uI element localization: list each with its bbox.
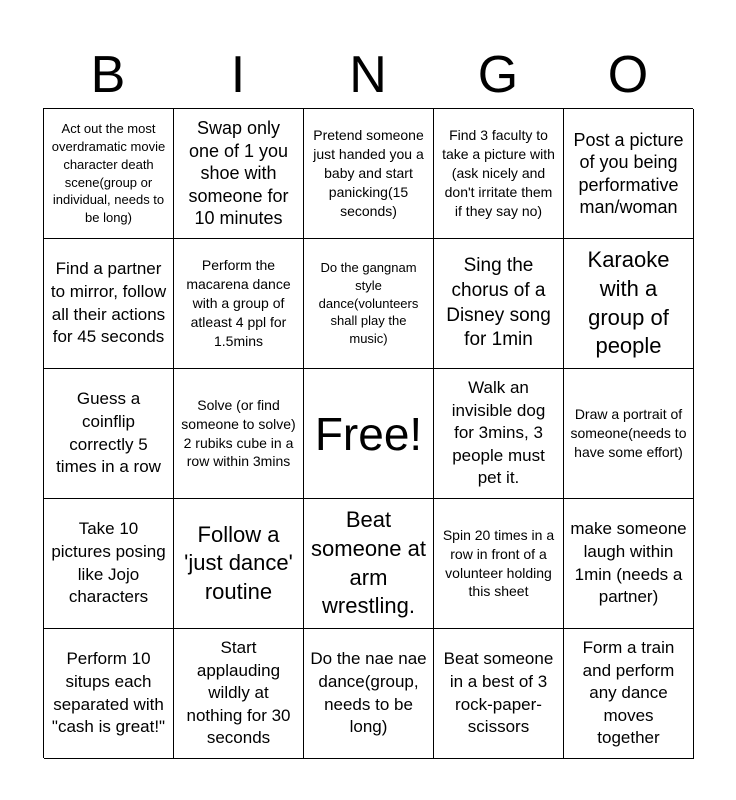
bingo-cell: Sing the chorus of a Disney song for 1min xyxy=(434,239,564,369)
bingo-cell: Guess a coinflip correctly 5 times in a row xyxy=(44,369,174,499)
bingo-header xyxy=(43,44,693,106)
bingo-cell: Perform the macarena dance with a group of atleast 4 ppl for 1.5mins xyxy=(174,239,304,369)
bingo-cell: Take 10 pictures posing like Jojo characters xyxy=(44,499,174,629)
header-letter-b: B xyxy=(90,46,126,104)
bingo-cell: Swap only one of 1 you shoe with someone for 10 minutes xyxy=(174,109,304,239)
bingo-cell: Perform 10 situps each separated with "cash is great!" xyxy=(44,629,174,759)
bingo-cell: Do the nae nae dance(group, needs to be long) xyxy=(304,629,434,759)
bingo-cell: Follow a 'just dance' routine xyxy=(174,499,304,629)
bingo-cell: Pretend someone just handed you a baby and start panicking(15 seconds) xyxy=(304,109,434,239)
bingo-cell: Act out the most overdramatic movie character death scene(group or individual, needs to be long) xyxy=(44,109,174,239)
bingo-cell: Find 3 faculty to take a picture with (ask nicely and don't irritate them if they say no) xyxy=(434,109,564,239)
bingo-cell: Beat someone at arm wrestling. xyxy=(304,499,434,629)
header-letter-o: O xyxy=(607,46,649,104)
bingo-board xyxy=(43,108,693,758)
bingo-cell: Beat someone in a best of 3 rock-paper-scissors xyxy=(434,629,564,759)
bingo-cell: Solve (or find someone to solve) 2 rubiks cube in a row within 3mins xyxy=(174,369,304,499)
bingo-cell: Post a picture of you being performative man/woman xyxy=(564,109,694,239)
free-space: Free! xyxy=(304,369,434,499)
bingo-cell: Karaoke with a group of people xyxy=(564,239,694,369)
header-letter-g: G xyxy=(477,46,519,104)
bingo-cell: Find a partner to mirror, follow all their actions for 45 seconds xyxy=(44,239,174,369)
bingo-cell: Form a train and perform any dance moves together xyxy=(564,629,694,759)
bingo-cell: make someone laugh within 1min (needs a partner) xyxy=(564,499,694,629)
bingo-cell: Draw a portrait of someone(needs to have some effort) xyxy=(564,369,694,499)
bingo-cell: Start applauding wildly at nothing for 30 seconds xyxy=(174,629,304,759)
header-letter-i: I xyxy=(230,46,246,104)
bingo-cell: Spin 20 times in a row in front of a volunteer holding this sheet xyxy=(434,499,564,629)
header-letter-n: N xyxy=(349,46,387,104)
bingo-cell: Do the gangnam style dance(volunteers shall play the music) xyxy=(304,239,434,369)
bingo-cell: Walk an invisible dog for 3mins, 3 people must pet it. xyxy=(434,369,564,499)
